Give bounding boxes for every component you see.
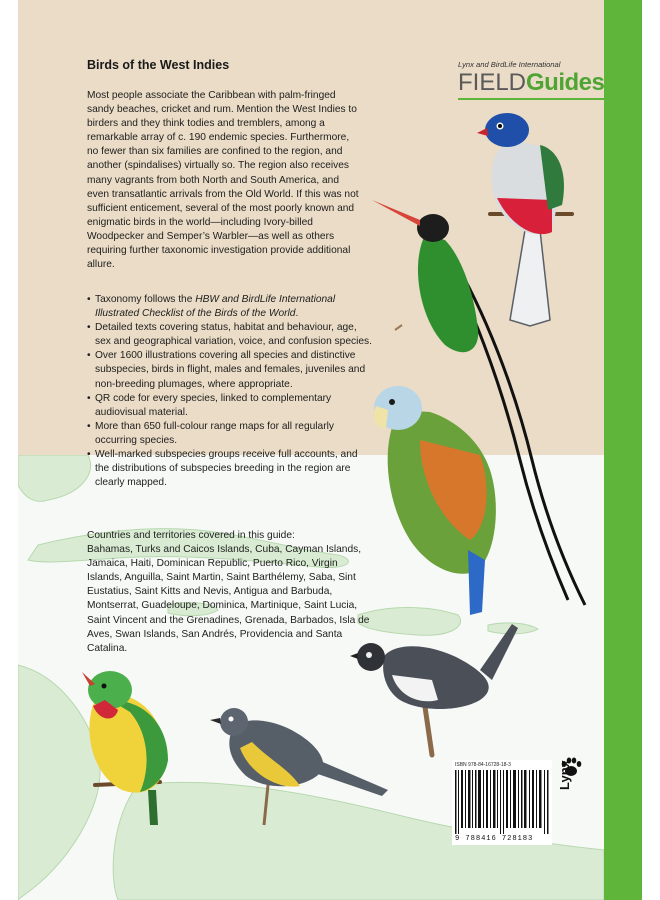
trembler-illustration (350, 624, 518, 755)
parrot-illustration (374, 386, 496, 615)
feature-item-subspecies: • Well-marked subspecies groups receive full accounts, and the distributions of subspecies breeding in the region are clearly mapped. (87, 448, 372, 490)
checklist-reference-title: HBW and BirdLife International Illustrated Checklist of the Birds of the World (95, 294, 336, 320)
barcode-bars (455, 770, 549, 834)
countries-list: Bahamas, Turks and Caicos Islands, Cuba, Cayman Islands, Jamaica, Haiti, Dominican Republic, Puerto Rico, Virgin Islands, Anguilla, Saint Martin, Saint Barthélemy, Saba, Sint Eustatius, Saint Kitts and Nevis, Antigua and Barbuda, Montserrat, Guadeloupe, Dominica, Martinique, Saint Lucia, Saint Vincent and the Grenadines, Grenada, Barbados, Isla de Aves, Swan Islands, San Andrés, Providencia and Santa Catalina. (87, 544, 370, 654)
publisher-logo-text: Lynx (557, 760, 572, 790)
feature-item-qr-code: • QR code for every species, linked to complementary audiovisual material. (87, 392, 372, 420)
tody-illustration (82, 671, 168, 825)
feature-item-texts: • Detailed texts covering status, habitat and behaviour, age, sex and geographical variation, voice, and confusion species. (87, 321, 372, 349)
countries-heading: Countries and territories covered in this guide: (87, 530, 295, 541)
feature-item-taxonomy: • Taxonomy follows the HBW and BirdLife International Illustrated Checklist of the Birds of the World. (87, 293, 372, 321)
intro-paragraph: Most people associate the Caribbean with palm-fringed sandy beaches, cricket and rum. Mention the West Indies to birders and they think todies and tremblers, among a remarkable array of c. 190 endemic species. Furthermore, no fewer than six families are confined to the region, and another (spindalises) virtually so. The region also receives many vagrants from both North and South America, and even transatlantic arrivals from the Old World. If this was not sufficient enticement, several of the most poorly known and enigmatic birds in the world—including Ivory-billed Woodpecker and Semper’s Warbler—as well as others requiring further taxonomic investigation provide additional allure. (87, 90, 359, 271)
feature-item-range-maps: • More than 650 full-colour range maps for all regularly occurring species. (87, 420, 372, 448)
wordmark-field: FIELD (458, 69, 527, 96)
barcode-digits: 9 788416 728183 (455, 835, 534, 843)
isbn-number: ISBN 978-84-16728-18-3 (455, 762, 511, 768)
warbler-illustration (210, 708, 388, 825)
trogon-illustration (477, 113, 572, 326)
series-publisher-line: Lynx and BirdLife International (458, 60, 561, 69)
barcode-panel (452, 760, 552, 845)
wordmark-guides: Guides (526, 69, 605, 96)
book-title: Birds of the West Indies (87, 58, 230, 72)
feature-item-illustrations: • Over 1600 illustrations covering all species and distinctive subspecies, birds in flight, males and females, juveniles and non-breeding plumages, where appropriate. (87, 349, 372, 391)
